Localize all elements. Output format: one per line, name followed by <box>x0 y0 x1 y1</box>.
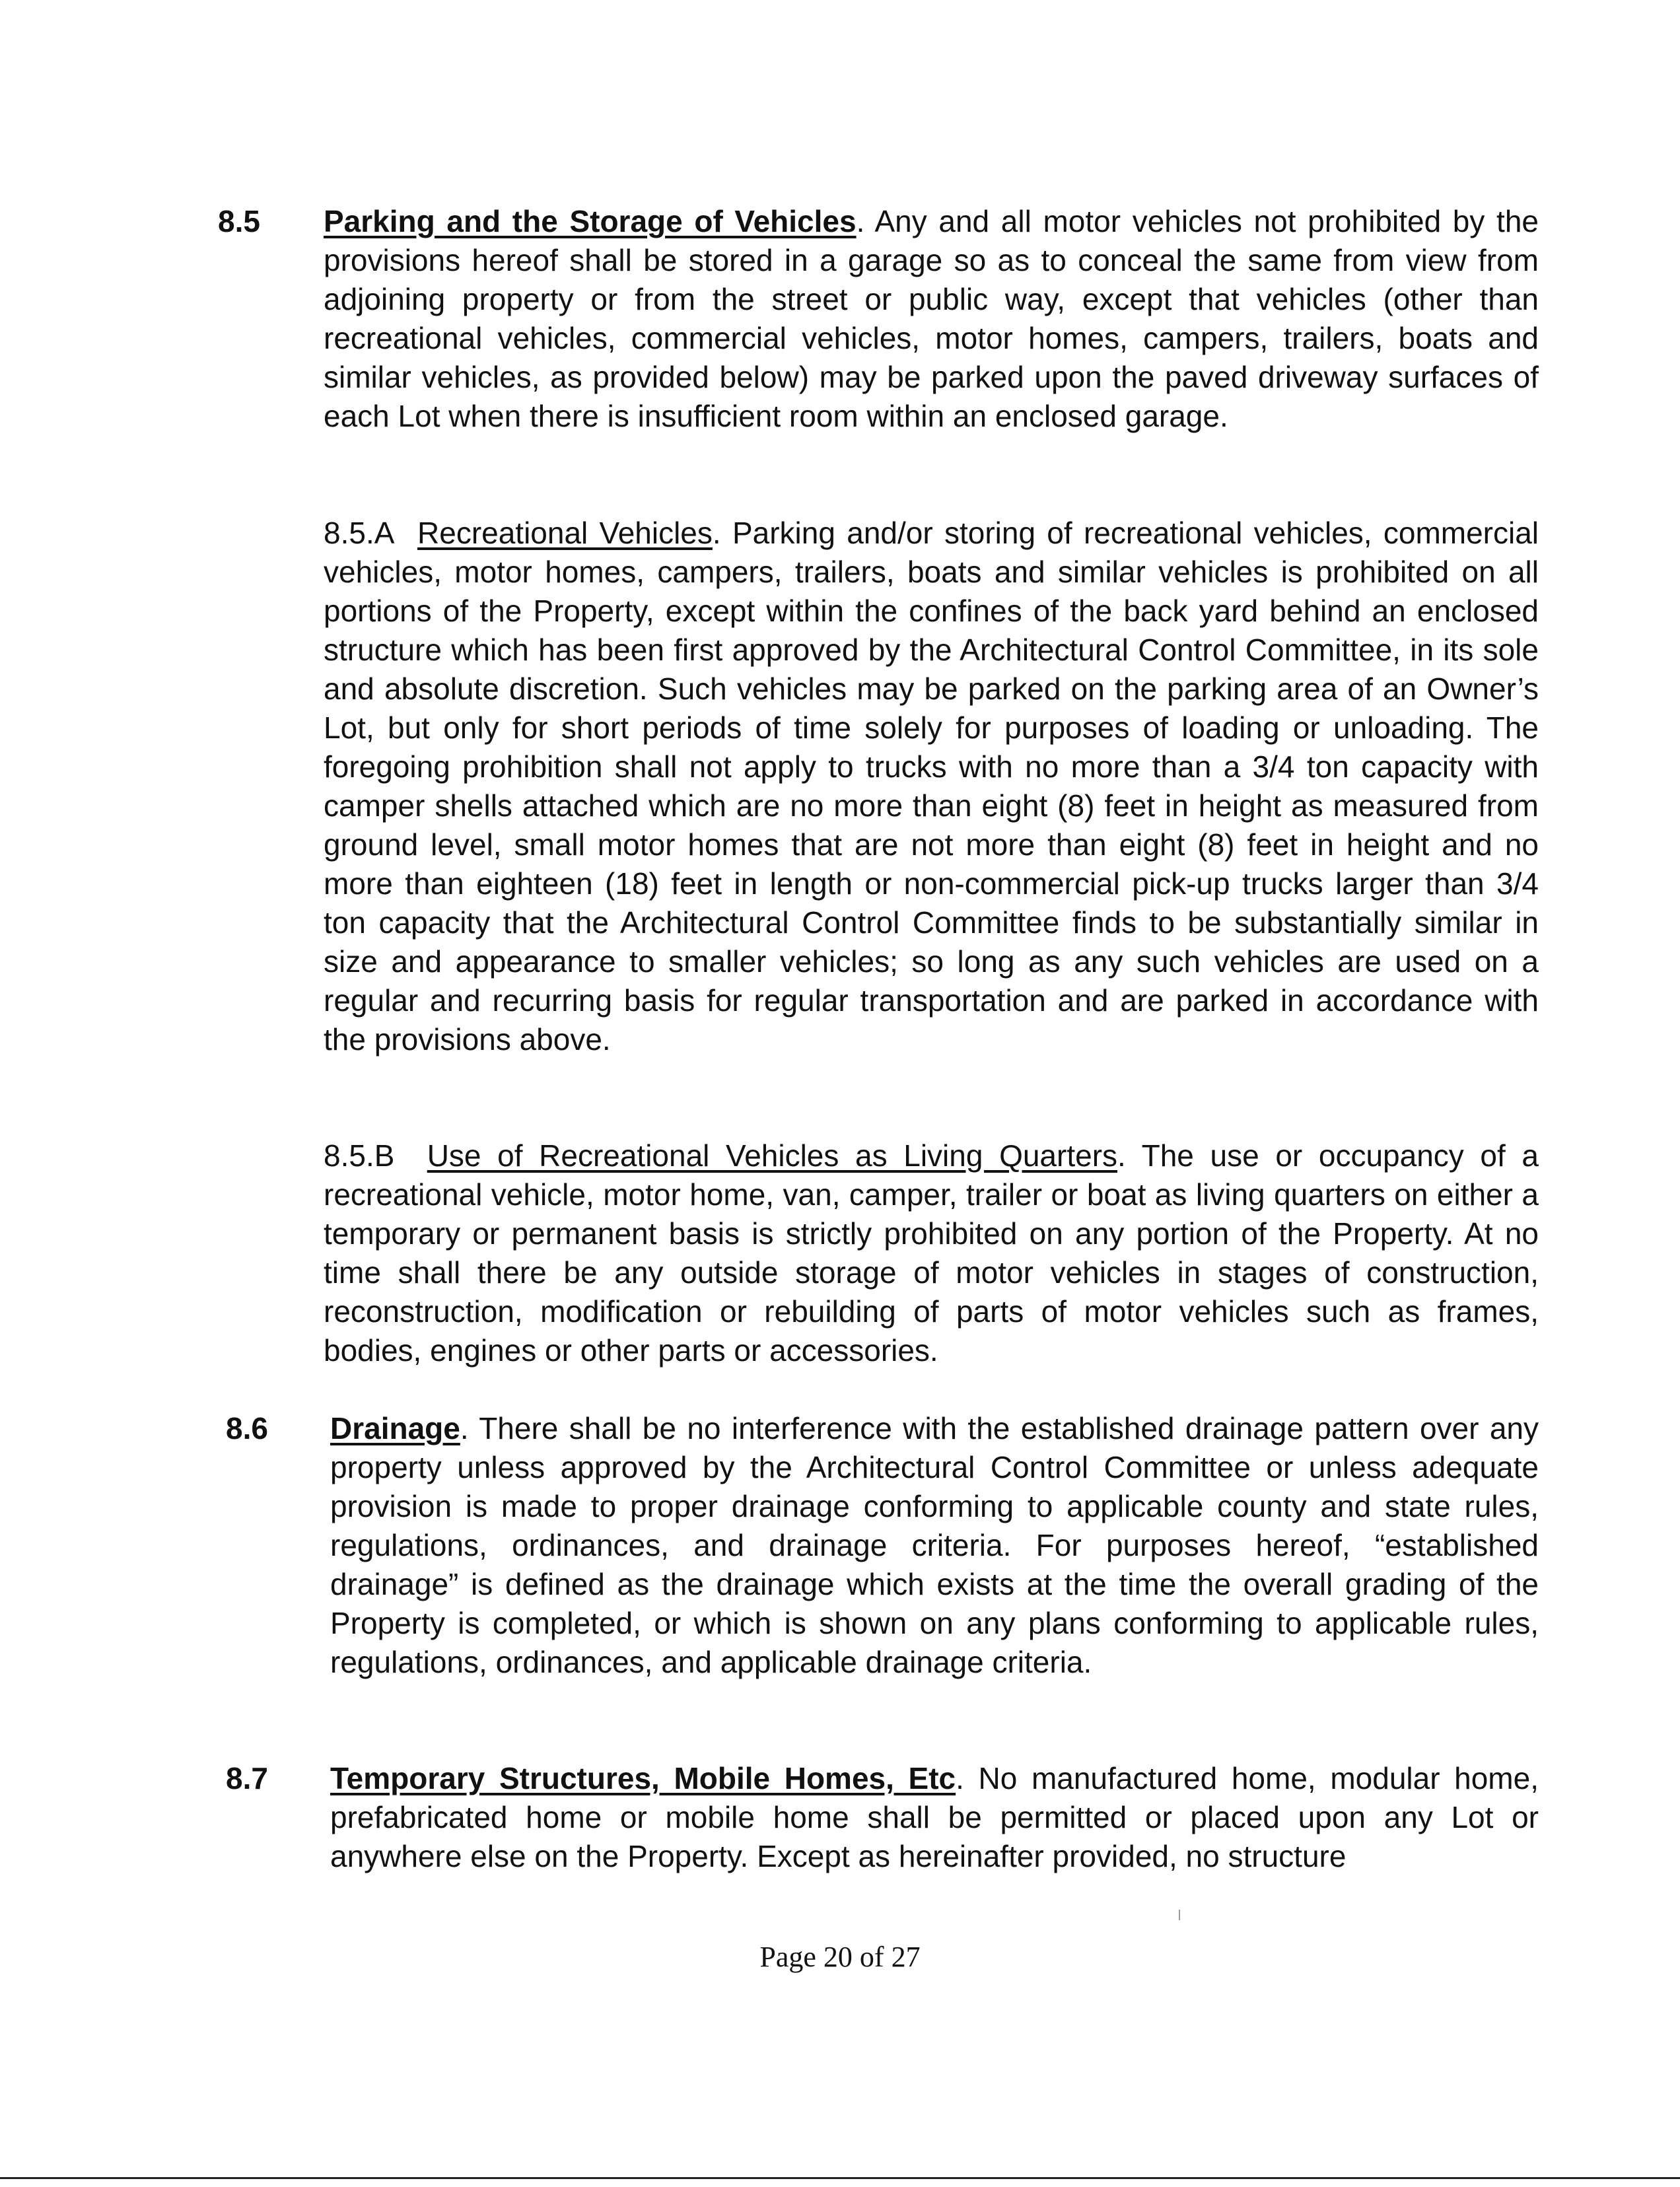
subsection-heading: Use of Recreational Vehicles as Living Quarters <box>427 1138 1118 1173</box>
section-text: . There shall be no interference with the established drainage pattern over any property unless approved by the Architectural Control Committee or unless adequate provision is made to proper drainage conforming to applicable county and state rules, regulations, ordinances, and drainage criteria. For purposes hereof, “established drainage” is defined as the drainage which exists at the time the overall grading of the Property is completed, or which is shown on any plans conforming to applicable rules, regulations, ordinances, and applicable drainage criteria. <box>330 1411 1539 1679</box>
bottom-rule-divider <box>0 2177 1680 2179</box>
section-text: . Any and all motor vehicles not prohibited by the provisions hereof shall be stored in a garage so as to conceal the same from view from adjoining property or from the street or public way, except that vehicles (other than recreational vehicles, commercial vehicles, motor homes, campers, trailers, boats and similar vehicles, as provided below) may be parked upon the paved driveway surfaces of each Lot when there is insufficient room within an enclosed garage. <box>324 204 1539 433</box>
subsection-8-5-a <box>324 514 1539 1059</box>
section-paragraph <box>330 1759 1539 1876</box>
section-heading: Drainage <box>330 1411 460 1445</box>
section-number: 8.7 <box>226 1761 268 1795</box>
section-number: 8.5 <box>218 204 260 238</box>
section-heading: Parking and the Storage of Vehicles <box>324 204 857 238</box>
section-paragraph <box>324 202 1539 436</box>
subsection-number: 8.5.B <box>324 1138 395 1173</box>
subsection-number: 8.5.A <box>324 516 395 550</box>
scan-mark <box>1179 1910 1180 1920</box>
section-paragraph <box>330 1409 1539 1682</box>
section-heading: Temporary Structures, Mobile Homes, Etc <box>330 1761 956 1795</box>
subsection-heading: Recreational Vehicles <box>417 516 713 550</box>
subsection-text: . Parking and/or storing of recreational vehicles, commercial vehicles, motor homes, campers, trailers, boats and similar vehicles is prohibited on all portions of the Property, except within the confines of the back yard behind an enclosed structure which has been first approved by the Architectural Control Committee, in its sole and absolute discretion. Such vehicles may be parked on the parking area of an Owner’s Lot, but only for short periods of time solely for purposes of loading or unloading. The foregoing prohibition shall not apply to trucks with no more than a 3/4 ton capacity with camper shells attached which are no more than eight (8) feet in height as measured from ground level, small motor homes that are not more than eight (8) feet in height and no more than eighteen (18) feet in length or non-commercial pick-up trucks larger than 3/4 ton capacity that the Architectural Control Committee finds to be substantially similar in size and appearance to smaller vehicles; so long as any such vehicles are used on a regular and recurring basis for regular transportation and are parked in accordance with the provisions above. <box>324 516 1539 1057</box>
subsection-text: . The use or occupancy of a recreational vehicle, motor home, van, camper, trailer or boat as living quarters on either a temporary or permanent basis is strictly prohibited on any portion of the Property. At no time shall there be any outside storage of motor vehicles in stages of construction, reconstruction, modification or rebuilding of parts of motor vehicles such as frames, bodies, engines or other parts or accessories. <box>324 1138 1539 1368</box>
section-text: . No manufactured home, modular home, prefabricated home or mobile home shall be permitted or placed upon any Lot or anywhere else on the Property. Except as hereinafter provided, no structure <box>330 1761 1539 1873</box>
subsection-8-5-b <box>324 1136 1539 1370</box>
page-number: Page 20 of 27 <box>759 1941 921 1973</box>
section-number: 8.6 <box>226 1411 268 1445</box>
